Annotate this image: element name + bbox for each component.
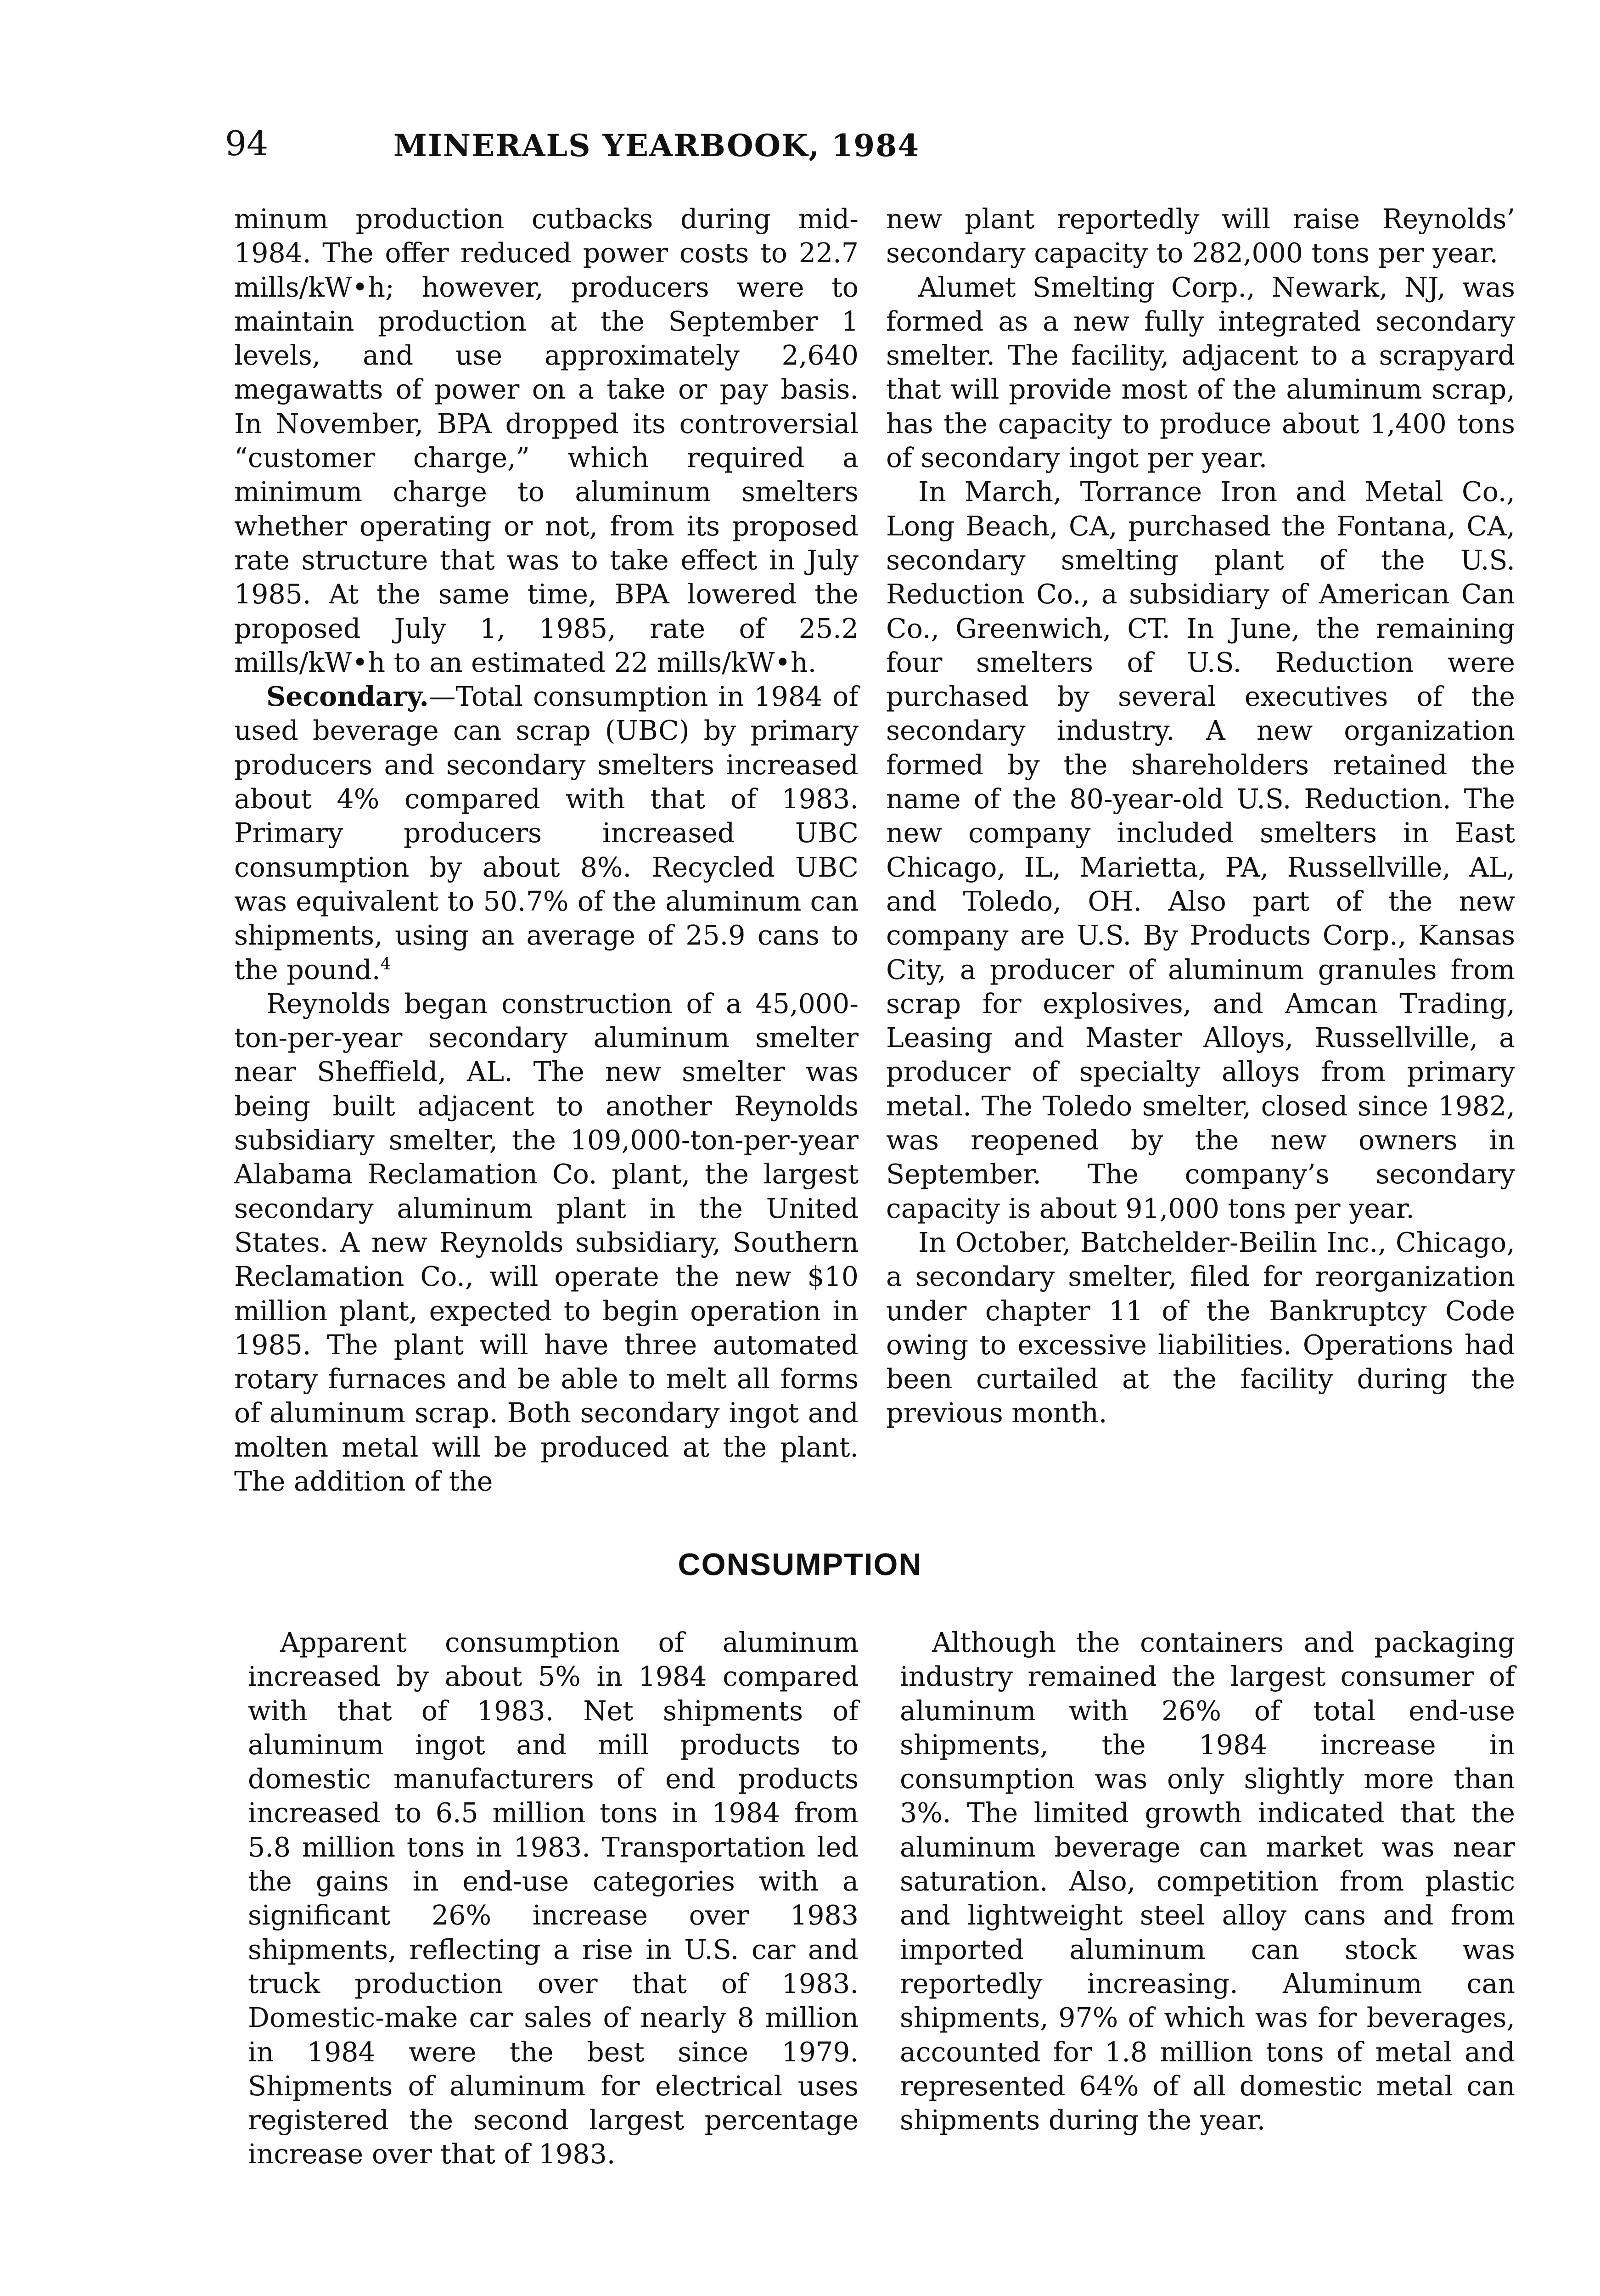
paragraph-secondary: [234, 680, 859, 987]
page-number: 94: [225, 124, 269, 163]
paragraph-text: —Total consumption in 1984 of used beverage can scrap (UBC) by primary producers and secondary smelters increased about 4% compared with that of 1983. Primary producers increased UBC consumption by about 8%. Recycled UBC was equivalent to 50.7% of the aluminum can shipments, using an average of 25.9 cans to the pound.: [234, 681, 859, 985]
paragraph: new plant reportedly will raise Reynolds’ secondary capacity to 282,000 tons per year.: [886, 203, 1515, 269]
run-in-heading-secondary: Secondary.: [266, 681, 429, 713]
paragraph: In March, Torrance Iron and Metal Co., Long Beach, CA, purchased the Fontana, CA, secondary smelting plant of the U.S. Reduction Co., a subsidiary of American Can Co., Greenwich, CT. In June, the remaining four smelters of U.S. Reduction were purchased by several executives of the secondary industry. A new organization formed by the shareholders retained the name of the 80-year-old U.S. Reduction. The new company included smelters in East Chicago, IL, Marietta, PA, Russellville, AL, and Toledo, OH. Also part of the new company are U.S. By Products Corp., Kansas City, a producer of aluminum granules from scrap for explosives, and Amcan Trading, Leasing and Master Alloys, Russellville, a producer of specialty alloys from primary metal. The Toledo smelter, closed since 1982, was reopened by the new owners in September. The company’s secondary capacity is about 91,000 tons per year.: [886, 476, 1515, 1224]
running-title: MINERALS YEARBOOK, 1984: [393, 128, 920, 163]
text-column-left-top: [234, 202, 859, 1498]
text-column-right-bottom: [900, 1626, 1515, 2137]
paragraph: Although the containers and packaging industry remained the largest consumer of aluminum with 26% of total end-use shipments, the 1984 increase in consumption was only slightly more than 3%. The limited growth indicated that the aluminum beverage can market was near saturation. Also, competition from plastic and lightweight steel alloy cans and from imported aluminum can stock was reportedly increasing. Aluminum can shipments, 97% of which was for beverages, accounted for 1.8 million tons of metal and represented 64% of all domestic metal can shipments during the year.: [900, 1627, 1515, 2136]
paragraph: Reynolds began construction of a 45,000-ton-per-year secondary aluminum smelter near Sheffield, AL. The new smelter was being built adjacent to another Reynolds subsidiary smelter, the 109,000-ton-per-year Alabama Reclamation Co. plant, the largest secondary aluminum plant in the United States. A new Reynolds subsidiary, Southern Reclamation Co., will operate the new $10 million plant, expected to begin operation in 1985. The plant will have three automated rotary furnaces and be able to melt all forms of aluminum scrap. Both secondary ingot and molten metal will be produced at the plant. The addition of the: [234, 988, 859, 1497]
paragraph: Apparent consumption of aluminum increased by about 5% in 1984 compared with that of 1983. Net shipments of aluminum ingot and mill products to domestic manufacturers of end products increased to 6.5 million tons in 1984 from 5.8 million tons in 1983. Transportation led the gains in end-use categories with a significant 26% increase over 1983 shipments, reflecting a rise in U.S. car and truck production over that of 1983. Domestic-make car sales of nearly 8 million in 1984 were the best since 1979. Shipments of aluminum for electrical uses registered the second largest percentage increase over that of 1983.: [248, 1627, 859, 2170]
page-header: [225, 124, 1088, 179]
paragraph: In October, Batchelder-Beilin Inc., Chicago, a secondary smelter, filed for reorganization under chapter 11 of the Bankruptcy Code owing to excessive liabilities. Operations had been curtailed at the facility during the previous month.: [886, 1227, 1515, 1429]
paragraph: Alumet Smelting Corp., Newark, NJ, was formed as a new fully integrated secondary smelter. The facility, adjacent to a scrapyard that will provide most of the aluminum scrap, has the capacity to produce about 1,400 tons of secondary ingot per year.: [886, 271, 1515, 474]
text-column-right-top: [886, 202, 1515, 1430]
text-column-left-bottom: [248, 1626, 859, 2172]
paragraph: minum production cutbacks during mid-1984. The offer reduced power costs to 22.7 mills/kW•h; however, producers were to maintain production at the September 1 levels, and use approximately 2,640 megawatts of power on a take or pay basis. In November, BPA dropped its controversial “customer charge,” which required a minimum charge to aluminum smelters whether operating or not, from its proposed rate structure that was to take effect in July 1985. At the same time, BPA lowered the proposed July 1, 1985, rate of 25.2 mills/kW•h to an estimated 22 mills/kW•h.: [234, 203, 859, 678]
section-heading-consumption: CONSUMPTION: [678, 1547, 922, 1582]
footnote-marker: 4: [380, 955, 391, 974]
